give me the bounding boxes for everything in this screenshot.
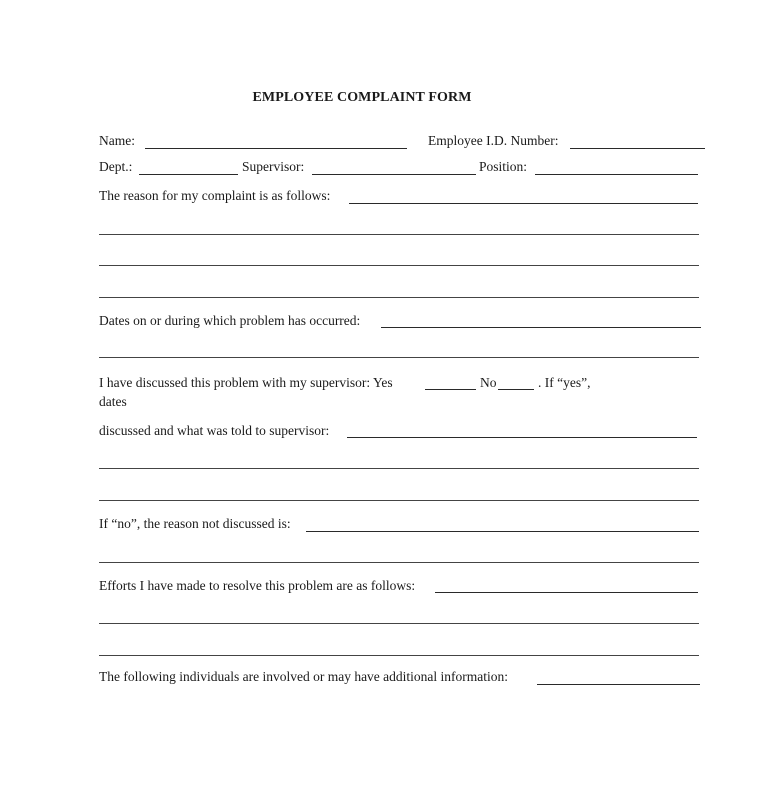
if-yes-label: . If “yes”, (538, 375, 591, 390)
discussed-told-field-line-2[interactable] (99, 468, 699, 469)
dept-label: Dept.: (99, 159, 133, 174)
name-field[interactable] (145, 148, 407, 149)
if-no-field-line-1[interactable] (306, 531, 699, 532)
dates-field-line-2[interactable] (99, 357, 699, 358)
name-label: Name: (99, 133, 135, 148)
discussed-label: I have discussed this problem with my supervisor: Yes (99, 375, 393, 390)
if-no-field-line-2[interactable] (99, 562, 699, 563)
position-field[interactable] (535, 174, 698, 175)
form-title: EMPLOYEE COMPLAINT FORM (252, 90, 472, 105)
no-label: No (480, 375, 497, 390)
employee-id-field[interactable] (570, 148, 705, 149)
reason-field-line-1[interactable] (349, 203, 698, 204)
no-field[interactable] (498, 389, 534, 390)
if-no-label: If “no”, the reason not discussed is: (99, 516, 291, 531)
dates-word: dates (99, 394, 127, 409)
efforts-field-line-2[interactable] (99, 623, 699, 624)
yes-field[interactable] (425, 389, 476, 390)
efforts-field-line-1[interactable] (435, 592, 698, 593)
dept-field[interactable] (139, 174, 238, 175)
position-label: Position: (479, 159, 528, 174)
efforts-label: Efforts I have made to resolve this problem are as follows: (99, 578, 416, 593)
dates-label: Dates on or during which problem has occurred: (99, 313, 361, 328)
reason-label: The reason for my complaint is as follows: (99, 188, 331, 203)
employee-id-label: Employee I.D. Number: (428, 133, 559, 148)
dates-field-line-1[interactable] (381, 327, 701, 328)
reason-field-line-4[interactable] (99, 297, 699, 298)
supervisor-label: Supervisor: (242, 159, 305, 174)
discussed-told-field-line-3[interactable] (99, 500, 699, 501)
supervisor-field[interactable] (312, 174, 476, 175)
individuals-label: The following individuals are involved or may have additional information: (99, 669, 509, 684)
individuals-field[interactable] (537, 684, 700, 685)
efforts-field-line-3[interactable] (99, 655, 699, 656)
discussed-told-label: discussed and what was told to supervisor: (99, 423, 330, 438)
reason-field-line-2[interactable] (99, 234, 699, 235)
discussed-told-field-line-1[interactable] (347, 437, 697, 438)
reason-field-line-3[interactable] (99, 265, 699, 266)
